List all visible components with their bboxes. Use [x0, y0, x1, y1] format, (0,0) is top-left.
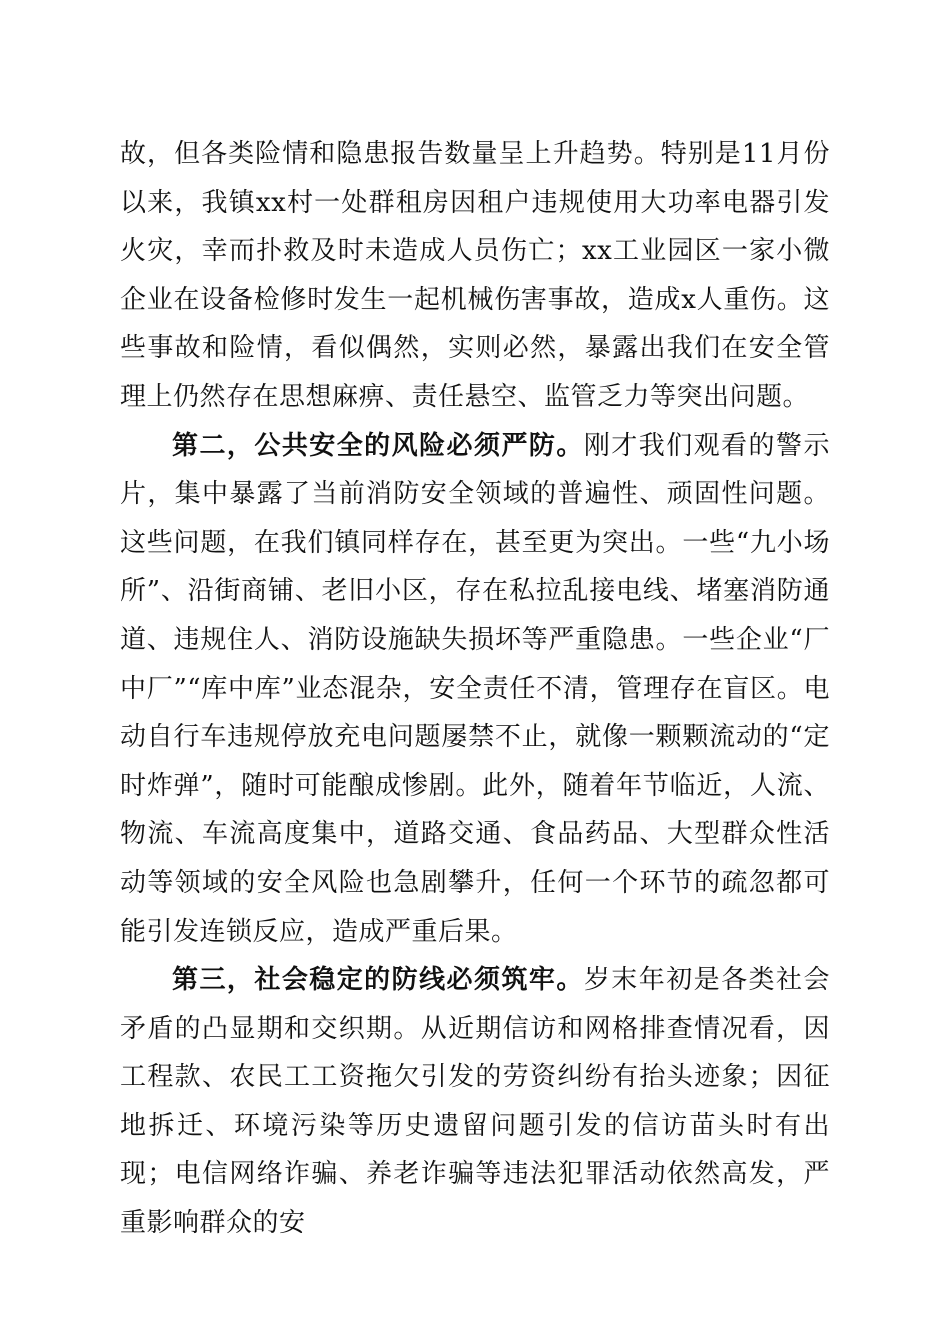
paragraph-3-heading: 第三，社会稳定的防线必须筑牢。 — [172, 965, 584, 996]
paragraph-3-text: 岁末年初是各类社会矛盾的凸显期和交织期。从近期信访和网格排查情况看，因工程款、农民工工资拖欠引发的劳资纠纷有抬头迹象；因征地拆迁、环境污染等历史遗留问题引发的信访苗头时有出现；电信网络诈骗、养老诈骗等违法犯罪活动依然高发，严重影响群众的安 — [120, 965, 830, 1239]
paragraph-continuation — [120, 130, 830, 422]
document-body — [120, 130, 830, 1248]
paragraph-1-text: 故，但各类险情和隐患报告数量呈上升趋势。特别是11月份以来，我镇xx村一处群租房因租户违规使用大功率电器引发火灾，幸而扑救及时未造成人员伤亡；xx工业园区一家小微企业在设备检修时发生一起机械伤害事故，造成x人重伤。这些事故和险情，看似偶然，实则必然，暴露出我们在安全管理上仍然存在思想麻痹、责任悬空、监管乏力等突出问题。 — [120, 139, 830, 412]
paragraph-public-safety — [120, 422, 830, 957]
paragraph-2-heading: 第二，公共安全的风险必须严防。 — [172, 430, 584, 461]
paragraph-2-text: 刚才我们观看的警示片，集中暴露了当前消防安全领域的普遍性、顽固性问题。这些问题，在我们镇同样存在，甚至更为突出。一些“九小场所”、沿街商铺、老旧小区，存在私拉乱接电线、堵塞消防通道、违规住人、消防设施缺失损坏等严重隐患。一些企业“厂中厂”“库中库”业态混杂，安全责任不清，管理存在盲区。电动自行车违规停放充电问题屡禁不止，就像一颗颗流动的“定时炸弹”，随时可能酿成惨剧。此外，随着年节临近，人流、物流、车流高度集中，道路交通、食品药品、大型群众性活动等领域的安全风险也急剧攀升，任何一个环节的疏忽都可能引发连锁反应，造成严重后果。 — [120, 430, 830, 947]
paragraph-social-stability — [120, 956, 830, 1248]
